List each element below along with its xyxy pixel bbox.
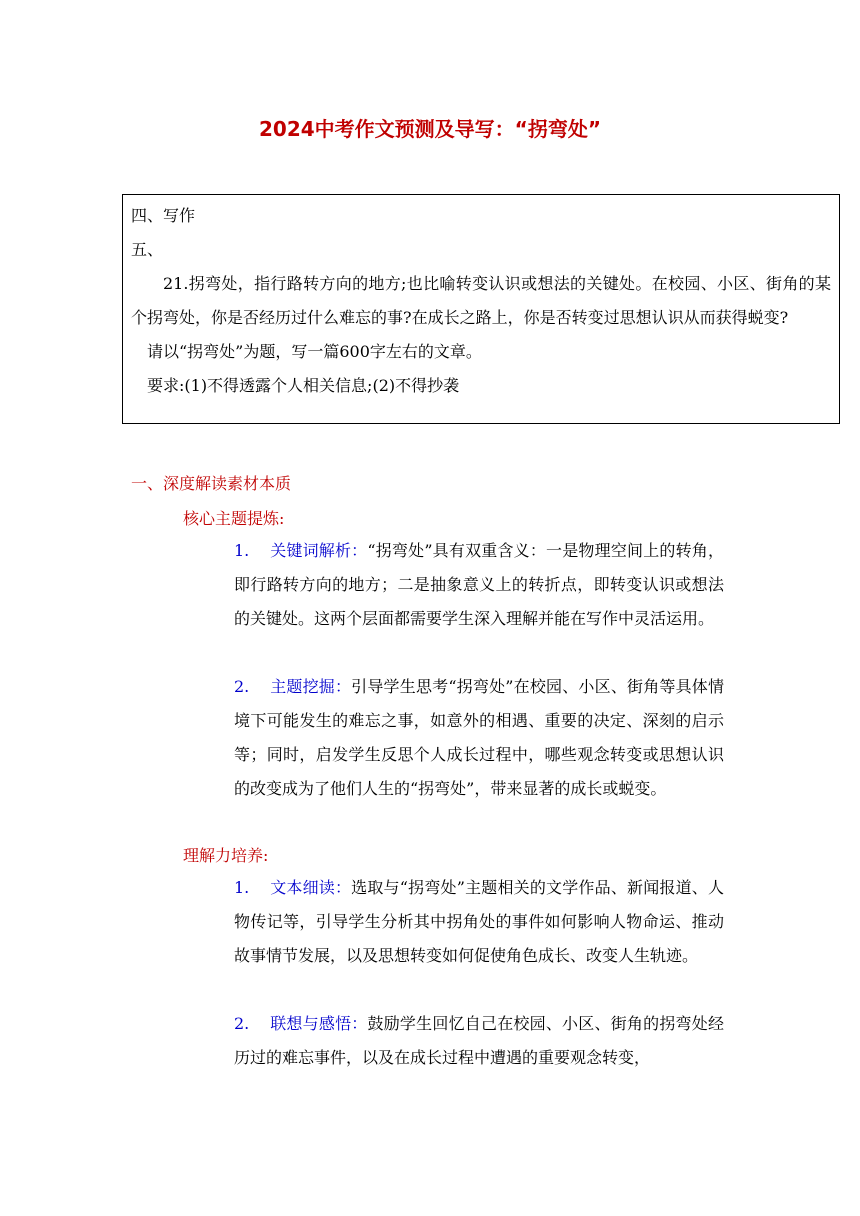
section-heading: 一、深度解读素材本质 (131, 474, 292, 493)
question-requirements: 要求:(1)不得透露个人相关信息;(2)不得抄袭 (147, 376, 460, 395)
list-item (234, 534, 724, 636)
item-label: 文本细读： (270, 878, 352, 897)
page-title: 2024中考作文预测及导写：“拐弯处” (259, 117, 601, 141)
item-text: 引导学生思考“拐弯处”在校园、小区、街角等具体情境下可能发生的难忘之事，如意外的相遇、重要的决定、深刻的启示等；同时，启发学生反思个人成长过程中，哪些观念转变或思想认识的改变成为了他们人生的“拐弯处”，带来显著的成长或蜕变。 (234, 677, 724, 798)
question-section-label: 四、写作 (131, 206, 196, 225)
question-prompt: 21.拐弯处，指行路转方向的地方;也比喻转变认识或想法的关键处。在校园、小区、街角的某个拐弯处，你是否经历过什么难忘的事?在成长之路上，你是否转变过思想认识从而获得蜕变? (131, 274, 831, 327)
question-instruction: 请以“拐弯处”为题，写一篇600字左右的文章。 (147, 342, 482, 361)
list-item (234, 670, 724, 806)
question-number-label: 五、 (131, 240, 164, 259)
item-label: 关键词解析： (270, 541, 368, 560)
item-number: 1. (234, 541, 250, 560)
item-number: 2. (234, 677, 250, 696)
item-number: 2. (234, 1014, 250, 1033)
sub-heading-core-theme: 核心主题提炼: (183, 509, 285, 528)
item-label: 联想与感悟： (270, 1014, 368, 1033)
item-number: 1. (234, 878, 250, 897)
list-item (234, 1007, 724, 1075)
item-label: 主题挖掘： (270, 677, 352, 696)
sub-heading-comprehension: 理解力培养: (183, 846, 269, 865)
question-box (122, 194, 840, 424)
item-text: 选取与“拐弯处”主题相关的文学作品、新闻报道、人物传记等，引导学生分析其中拐角处的事件如何影响人物命运、推动故事情节发展，以及思想转变如何促使角色成长、改变人生轨迹。 (234, 878, 724, 965)
item-text: “拐弯处”具有双重含义：一是物理空间上的转角，即行路转方向的地方；二是抽象意义上的转折点，即转变认识或想法的关键处。这两个层面都需要学生深入理解并能在写作中灵活运用。 (234, 541, 724, 628)
item-text: 鼓励学生回忆自己在校园、小区、街角的拐弯处经历过的难忘事件，以及在成长过程中遭遇的重要观念转变， (234, 1014, 724, 1067)
list-item (234, 871, 724, 973)
